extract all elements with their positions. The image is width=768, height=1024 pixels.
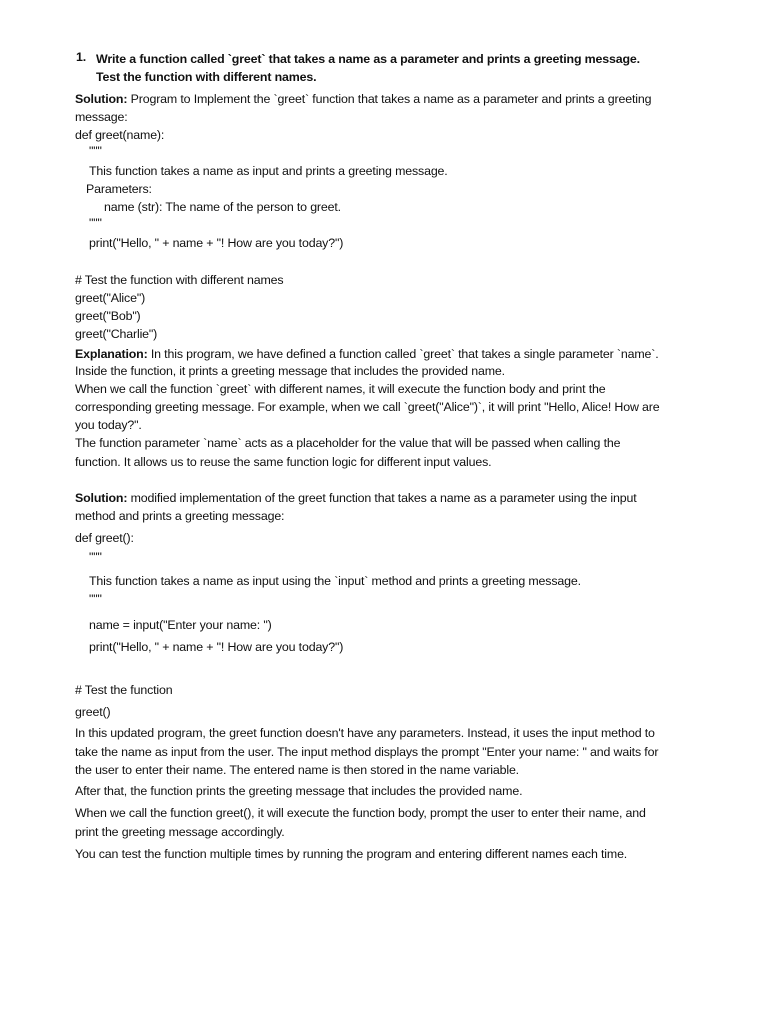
- explanation-line: print the greeting message accordingly.: [75, 825, 285, 839]
- solution2-intro-text: modified implementation of the greet function that takes a name as a parameter using the input: [127, 491, 637, 505]
- explanation-line: take the name as input from the user. The input method displays the prompt "Enter your name: " and waits for: [75, 745, 659, 759]
- explanation-label: Explanation:: [75, 347, 148, 361]
- solution2-intro: [75, 489, 637, 507]
- code-line: def greet():: [75, 531, 134, 545]
- explanation-line: corresponding greeting message. For example, when we call `greet("Alice")`, it will print "Hello, Alice! How are: [75, 400, 660, 414]
- code-line: This function takes a name as input and prints a greeting message.: [89, 164, 448, 178]
- code-line: name = input("Enter your name: "): [89, 618, 272, 632]
- explanation-line: The function parameter `name` acts as a placeholder for the value that will be passed when calling the: [75, 436, 621, 450]
- code-line: def greet(name):: [75, 128, 165, 142]
- solution1-intro-cont: message:: [75, 110, 128, 124]
- code-line: """: [89, 592, 102, 606]
- solution1-label: Solution:: [75, 92, 128, 106]
- test-line: greet("Bob"): [75, 309, 141, 323]
- explanation-line: the user to enter their name. The entered name is then stored in the name variable.: [75, 763, 519, 777]
- solution1-intro-text: Program to Implement the `greet` function that takes a name as a parameter and prints a greeting: [127, 92, 652, 106]
- test-line: greet(): [75, 705, 111, 719]
- explanation-line: you today?".: [75, 418, 142, 432]
- test-line: # Test the function with different names: [75, 273, 284, 287]
- explanation-line: Inside the function, it prints a greeting message that includes the provided name.: [75, 364, 505, 378]
- explanation-line: After that, the function prints the greeting message that includes the provided name.: [75, 784, 523, 798]
- explanation-text: In this program, we have defined a function called `greet` that takes a single parameter `name`.: [147, 347, 659, 361]
- code-line: """: [89, 144, 102, 158]
- solution1-intro: [75, 90, 651, 108]
- code-line: print("Hello, " + name + "! How are you today?"): [89, 236, 344, 250]
- explanation-line: When we call the function `greet` with different names, it will execute the function body and print the: [75, 382, 606, 396]
- question-line-1: Write a function called `greet` that takes a name as a parameter and prints a greeting message.: [96, 52, 640, 66]
- question-line-2: Test the function with different names.: [96, 70, 317, 84]
- code-line: name (str): The name of the person to greet.: [104, 200, 341, 214]
- explanation-line: function. It allows us to reuse the same function logic for different input values.: [75, 455, 492, 469]
- test-line: greet("Alice"): [75, 291, 146, 305]
- code-line: print("Hello, " + name + "! How are you today?"): [89, 640, 344, 654]
- code-line: """: [89, 216, 102, 230]
- question-number: 1.: [76, 50, 87, 64]
- explanation-line: You can test the function multiple times by running the program and entering different names each time.: [75, 847, 628, 861]
- test-line: greet("Charlie"): [75, 327, 158, 341]
- solution2-intro-cont: method and prints a greeting message:: [75, 509, 285, 523]
- code-line: This function takes a name as input using the `input` method and prints a greeting message.: [89, 574, 581, 588]
- test-line: # Test the function: [75, 683, 173, 697]
- code-line: Parameters:: [86, 182, 152, 196]
- solution2-label: Solution:: [75, 491, 128, 505]
- explanation-line: [75, 345, 659, 363]
- code-line: """: [89, 550, 102, 564]
- explanation-line: In this updated program, the greet function doesn't have any parameters. Instead, it uses the input method to: [75, 726, 655, 740]
- explanation-line: When we call the function greet(), it will execute the function body, prompt the user to enter their name, and: [75, 806, 646, 820]
